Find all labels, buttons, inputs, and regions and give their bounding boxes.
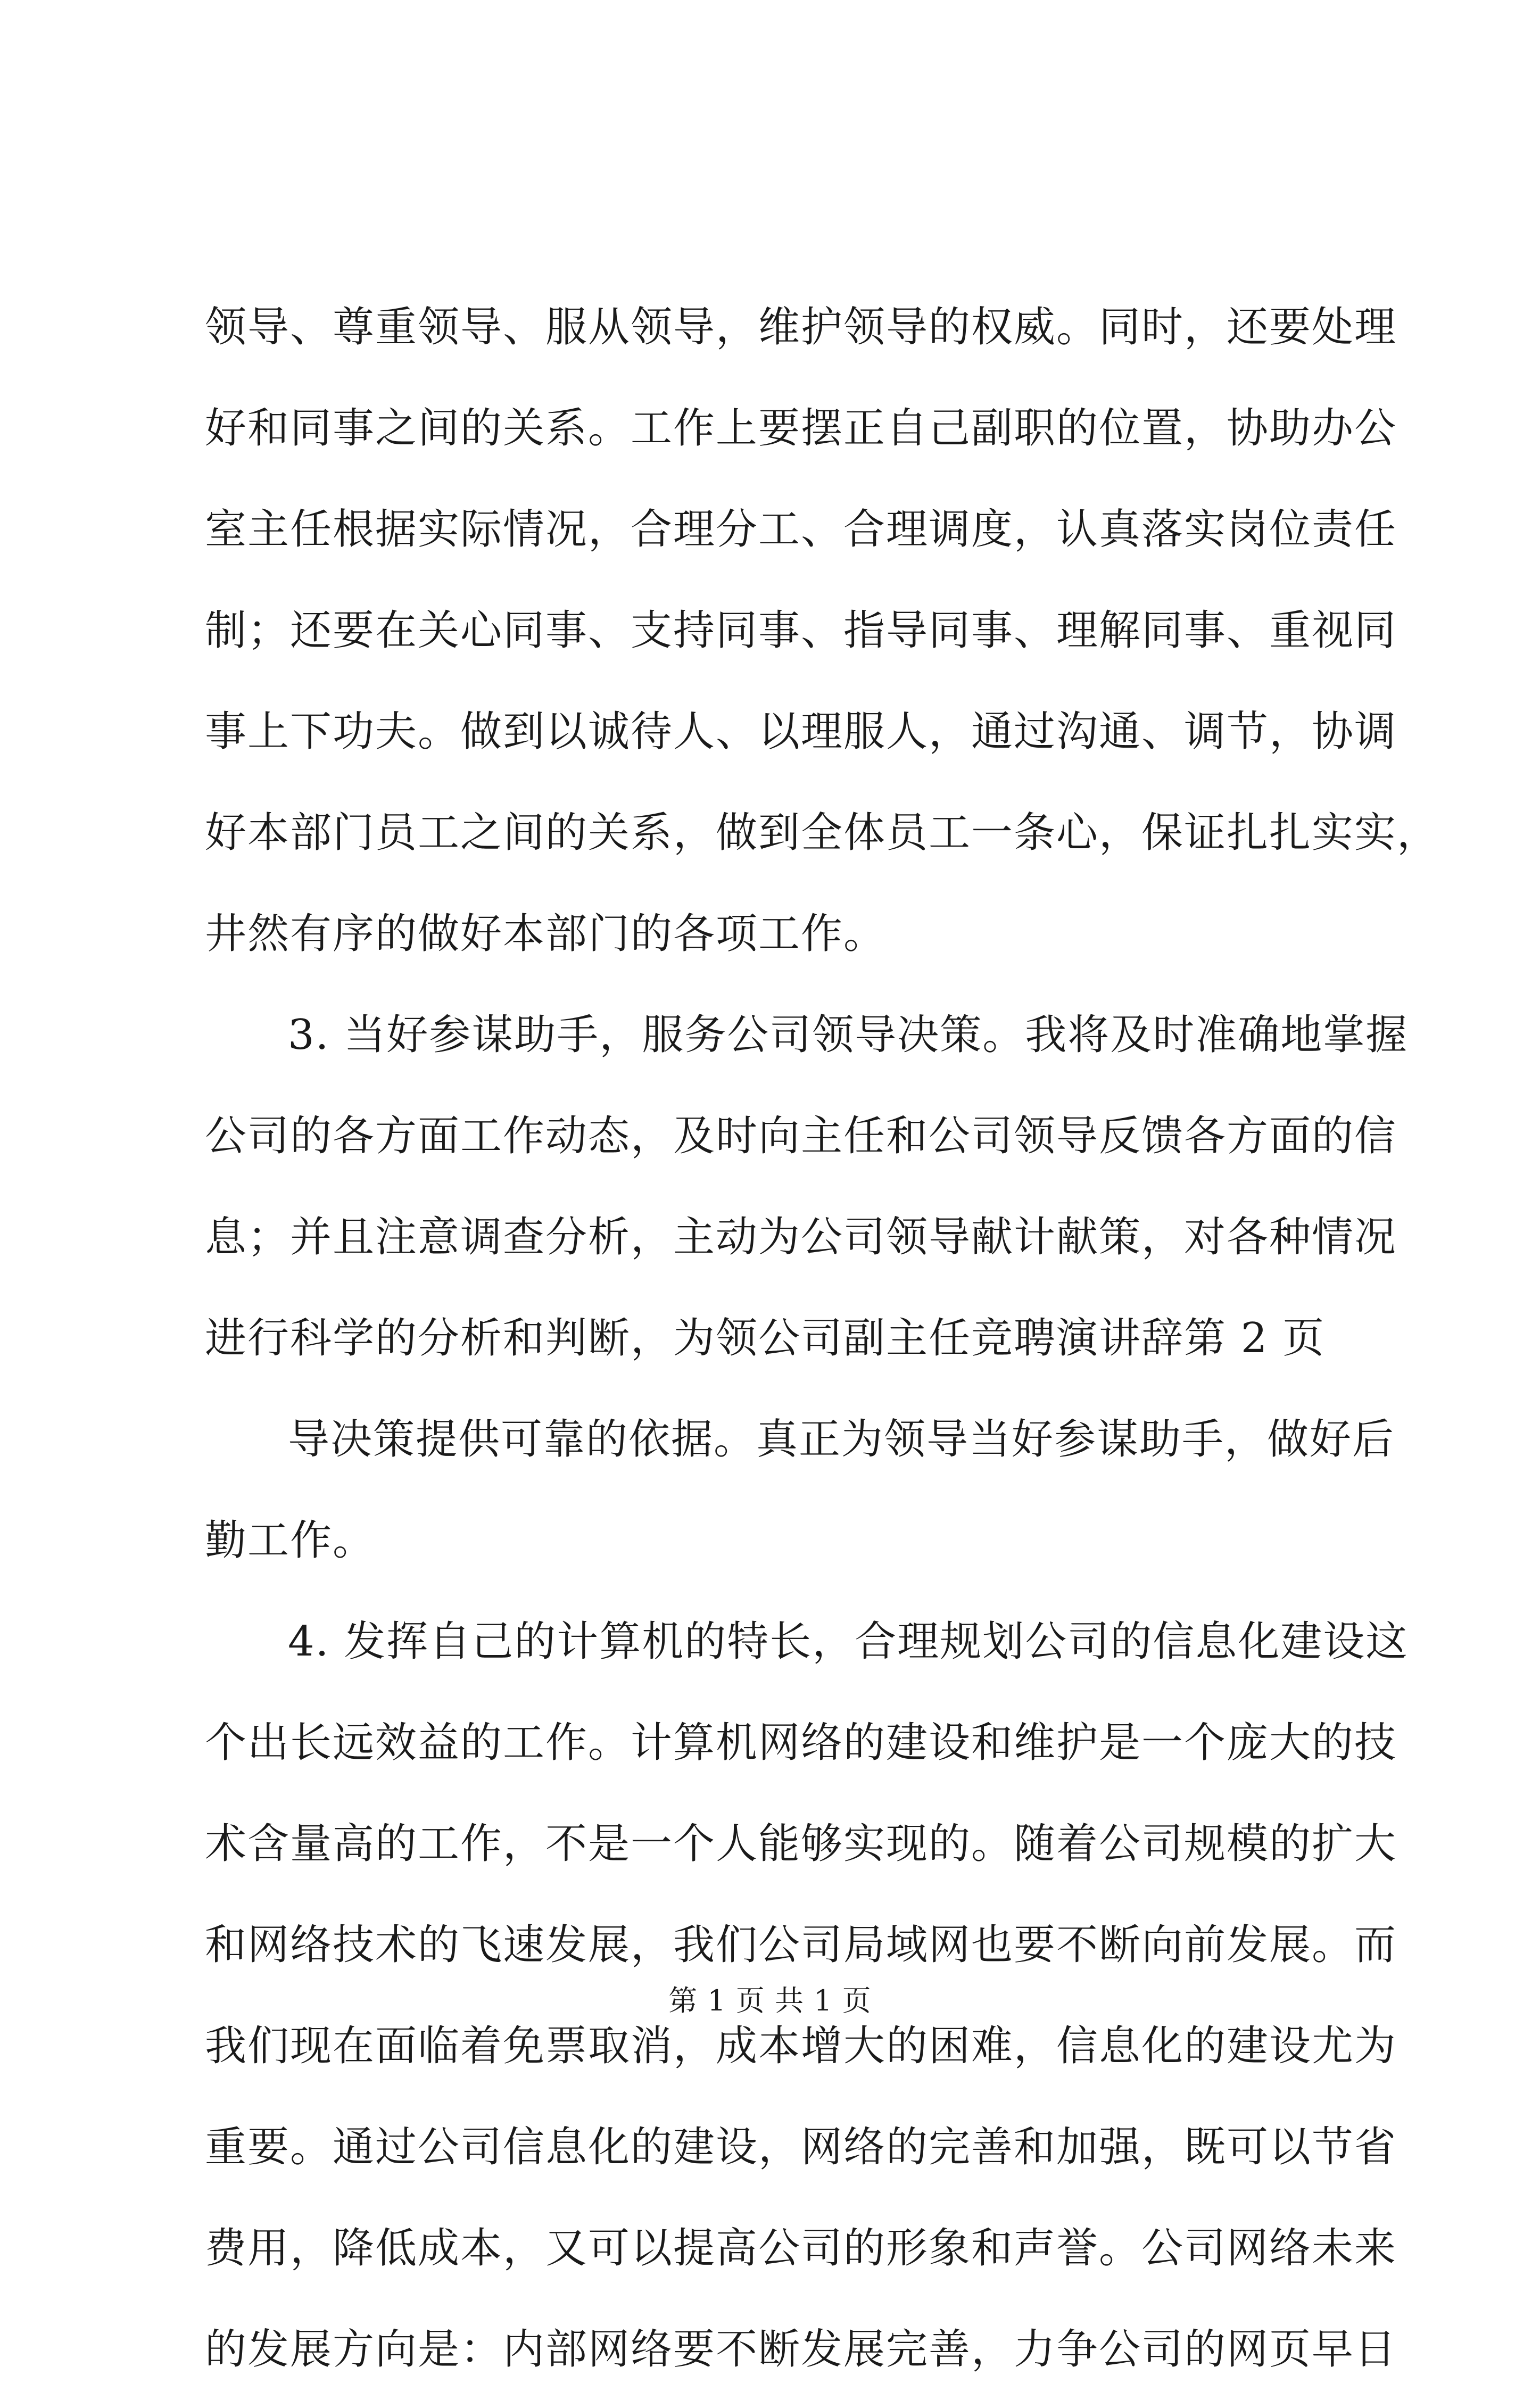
text-line: 事上下功夫。做到以诚待人、以理服人，通过沟通、调节，协调	[205, 708, 1397, 756]
text-line: 室主任根据实际情况，合理分工、合理调度，认真落实岗位责任	[205, 506, 1397, 553]
page-footer: 第 1 页 共 1 页	[668, 1984, 872, 2017]
text-line: 费用，降低成本，又可以提高公司的形象和声誉。公司网络未来	[205, 2224, 1397, 2272]
text-line: 和网络技术的飞速发展，我们公司局域网也要不断向前发展。而	[205, 1921, 1397, 1969]
text-line: 勤工作。	[205, 1517, 376, 1565]
paragraph-start-line: 4. 发挥自己的计算机的特长，合理规划公司的信息化建设这	[288, 1618, 1409, 1666]
text-line: 好和同事之间的关系。工作上要摆正自己副职的位置，协助办公	[205, 404, 1397, 452]
text-line: 制；还要在关心同事、支持同事、指导同事、理解同事、重视同	[205, 607, 1397, 655]
text-line: 好本部门员工之间的关系，做到全体员工一条心，保证扎扎实实，	[205, 809, 1440, 857]
text-line: 井然有序的做好本部门的各项工作。	[205, 910, 887, 958]
text-line: 息；并且注意调查分析，主动为公司领导献计献策，对各种情况	[205, 1213, 1397, 1261]
paragraph-start-line: 3. 当好参谋助手，服务公司领导决策。我将及时准确地掌握	[288, 1011, 1409, 1059]
text-line: 领导、尊重领导、服从领导，维护领导的权威。同时，还要处理	[205, 303, 1397, 351]
text-line: 个出长远效益的工作。计算机网络的建设和维护是一个庞大的技	[205, 1719, 1397, 1767]
text-line: 公司的各方面工作动态，及时向主任和公司领导反馈各方面的信	[205, 1112, 1397, 1160]
text-line: 我们现在面临着免票取消，成本增大的困难，信息化的建设尤为	[205, 2022, 1397, 2070]
text-line: 进行科学的分析和判断，为领公司副主任竞聘演讲辞第 2 页	[205, 1314, 1326, 1362]
text-line: 术含量高的工作，不是一个人能够实现的。随着公司规模的扩大	[205, 1820, 1397, 1868]
text-line: 的发展方向是：内部网络要不断发展完善，力争公司的网页早日	[205, 2325, 1397, 2373]
body-text	[205, 277, 1440, 2400]
paragraph-start-line: 导决策提供可靠的依据。真正为领导当好参谋助手，做好后	[288, 1416, 1395, 1463]
text-line: 重要。通过公司信息化的建设，网络的完善和加强，既可以节省	[205, 2123, 1397, 2171]
